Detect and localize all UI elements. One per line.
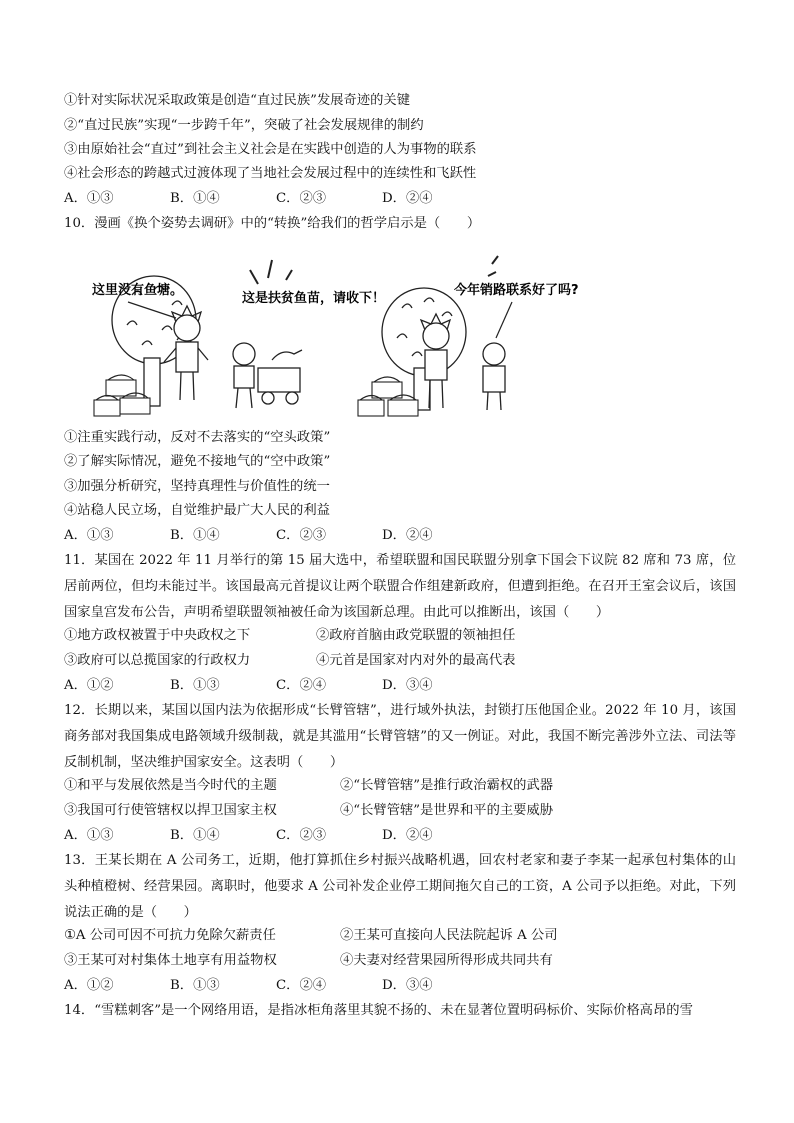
q12-choice-d: D．②④ <box>382 828 433 843</box>
q11-options-row-1 <box>64 626 515 646</box>
q12-option-2: ②“长臂管辖”是推行政治霸权的武器 <box>340 778 554 793</box>
q11-choices <box>64 676 433 696</box>
q13-option-4: ④夫妻对经营果园所得形成共同共有 <box>340 953 553 968</box>
bubble-left-text: 这里没有鱼塘。 <box>92 283 184 298</box>
q9-option-3: ③由原始社会“直过”到社会主义社会是在实践中创造的人为事物的联系 <box>64 142 477 157</box>
sparkle-marks-right <box>488 256 498 276</box>
q12-choices <box>64 826 433 846</box>
q13-options-row-2 <box>64 951 553 971</box>
q10-choice-b: B．①④ <box>170 528 220 543</box>
q13-choice-b: B．①③ <box>170 978 220 993</box>
bubble-right-text: 今年销路联系好了吗? <box>454 283 579 298</box>
q9-choice-c: C．②③ <box>276 191 327 206</box>
q11-option-4: ④元首是国家对内对外的最高代表 <box>316 653 516 668</box>
q9-option-4: ④社会形态的跨越式过渡体现了当地社会发展过程中的连续性和飞跃性 <box>64 166 477 181</box>
q11-choice-d: D．③④ <box>382 678 433 693</box>
q9-choices <box>64 189 433 209</box>
q11-choice-b: B．①③ <box>170 678 220 693</box>
middle-official <box>233 343 302 408</box>
q12-choice-b: B．①④ <box>170 828 220 843</box>
q10-option-4: ④站稳人民立场，自觉维护最广大人民的利益 <box>64 503 330 518</box>
q10-option-2: ②了解实际情况，避免不接地气的“空中政策” <box>64 454 331 469</box>
cartoon-illustration <box>92 250 632 422</box>
left-baskets <box>94 375 150 416</box>
q10-choices <box>64 526 433 546</box>
q10-choice-a: A．①③ <box>64 528 114 543</box>
q13-options-row-1 <box>64 926 558 946</box>
q13-option-3: ③王某可对村集体土地享有用益物权 <box>64 953 277 968</box>
q9-option-1: ①针对实际状况采取政策是创造“直过民族”发展奇迹的关键 <box>64 93 411 108</box>
sparkle-marks <box>250 260 292 284</box>
q12-choice-a: A．①③ <box>64 828 114 843</box>
right-official <box>483 343 505 410</box>
bubble-mid-text: 这是扶贫鱼苗，请收下！ <box>242 291 386 306</box>
q11-option-3: ③政府可以总揽国家的行政权力 <box>64 653 251 668</box>
q11-choice-a: A．①② <box>64 678 114 693</box>
q12-option-3: ③我国可行使管辖权以捍卫国家主权 <box>64 803 277 818</box>
q12-options-row-1 <box>64 776 553 796</box>
q9-choice-b: B．①④ <box>170 191 220 206</box>
q13-choice-d: D．③④ <box>382 978 433 993</box>
q11-choice-c: C．②④ <box>276 678 327 693</box>
q13-option-1: ①A 公司可因不可抗力免除欠薪责任 <box>64 928 276 943</box>
q10-stem: 10．漫画《换个姿势去调研》中的“转换”给我们的哲学启示是（ ） <box>64 216 481 231</box>
q14-stem: 14．“雪糕刺客”是一个网络用语，是指冰柜角落里其貌不扬的、未在显著位置明码标价、实际价格高昂的雪 <box>64 1003 693 1018</box>
q10-option-1: ①注重实践行动，反对不去落实的“空头政策” <box>64 430 331 445</box>
right-baskets <box>358 377 418 416</box>
q12-option-1: ①和平与发展依然是当今时代的主题 <box>64 778 277 793</box>
q10-option-3: ③加强分析研究，坚持真理性与价值性的统一 <box>64 479 330 494</box>
q10-choice-c: C．②③ <box>276 528 327 543</box>
q9-option-2: ②“直过民族”实现“一步跨千年”，突破了社会发展规律的制约 <box>64 118 424 133</box>
q9-choice-d: D．②④ <box>382 191 433 206</box>
q11-option-2: ②政府首脑由政党联盟的领袖担任 <box>316 628 516 643</box>
q12-option-4: ④“长臂管辖”是世界和平的主要威胁 <box>340 803 554 818</box>
q13-option-2: ②王某可直接向人民法院起诉 A 公司 <box>340 928 558 943</box>
q13-choices <box>64 976 433 996</box>
q13-choice-c: C．②④ <box>276 978 327 993</box>
q13-stem: 13．王某长期在 A 公司务工，近期，他打算抓住乡村振兴战略机遇，回农村老家和妻子李某一起承包村集体的山头种植橙树、经营果园。离职时，他要求 A 公司补发企业停工期间拖欠自己的工资，A 公司予以拒绝。对此，下列说法正确的是（ ） <box>64 853 736 920</box>
q10-choice-d: D．②④ <box>382 528 433 543</box>
q13-choice-a: A．①② <box>64 978 114 993</box>
q12-stem: 12．长期以来，某国以国内法为依据形成“长臂管辖”，进行域外执法，封锁打压他国企业。2022 年 10 月，该国商务部对我国集成电路领域升级制裁，就是其滥用“长臂管辖”的又一例证。对此，我国不断完善涉外立法、司法等反制机制，坚决维护国家安全。这表明（ ） <box>64 703 736 770</box>
q9-choice-a: A．①③ <box>64 191 114 206</box>
q11-stem: 11．某国在 2022 年 11 月举行的第 15 届大选中，希望联盟和国民联盟分别拿下国会下议院 82 席和 73 席，位居前两位，但均未能过半。该国最高元首提议让两个联盟合作组建新政府，但遭到拒绝。在召开王室会议后，该国国家皇宫发布公告，声明希望联盟领袖被任命为该国新总理。由此可以推断出，该国（ ） <box>64 553 736 620</box>
q12-options-row-2 <box>64 801 553 821</box>
q12-choice-c: C．②③ <box>276 828 327 843</box>
q11-options-row-2 <box>64 651 515 671</box>
q11-option-1: ①地方政权被置于中央政权之下 <box>64 628 251 643</box>
